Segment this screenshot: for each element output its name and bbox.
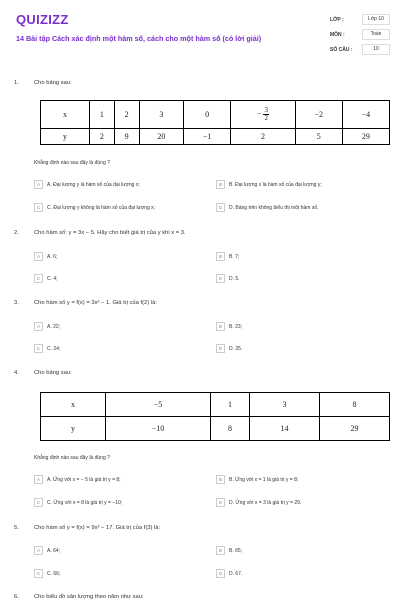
fraction-denominator: 2 [264,114,268,122]
table-cell: −2 [295,101,342,129]
question-text: Cho hàm số y = f(x) = 9x² − 17. Giá trị của f(3) là: [34,525,161,531]
option-c[interactable] [34,274,58,283]
table-cell: −1 [184,129,231,145]
option-text: D. 5. [229,275,240,282]
option-text: A. 6; [47,253,58,260]
table-cell: y [41,129,90,145]
option-text: B. Đại lượng x là hàm số của đại lượng y; [229,181,322,188]
option-key: A [34,180,43,189]
option-text: C. 4; [47,275,58,282]
table-cell: 8 [319,393,389,417]
option-text: A. 64; [47,547,61,554]
option-key: A [34,546,43,555]
option-text: C. 66; [47,570,61,577]
option-key: B [216,322,225,331]
table-cell: −10 [106,417,211,441]
quizizz-logo: QUIZIZZ [16,12,69,27]
option-text: A. Ứng với x = − 5 là giá trị y = 8; [47,476,121,483]
question-number: 5. [14,525,19,531]
option-text: B. 23; [229,323,243,330]
meta-value-count: 10 [362,44,390,55]
option-key: D [216,498,225,507]
option-text: B. 7; [229,253,240,260]
question-number: 3. [14,300,19,306]
table-cell: 8 [211,417,250,441]
option-a[interactable] [34,322,60,331]
table-cell: x [41,101,90,129]
option-b[interactable] [216,252,239,261]
option-text: D. 67. [229,570,243,577]
question-number: 2. [14,230,19,236]
option-c[interactable] [34,203,155,212]
option-key: A [34,252,43,261]
table-cell: y [41,417,106,441]
table-row-x [41,393,390,417]
option-a[interactable] [34,475,121,484]
option-b[interactable] [216,322,242,331]
option-text: B. 65; [229,547,243,554]
question-text: Cho bảng sau: [34,80,72,86]
question-number: 6. [14,594,19,600]
table-cell: 2 [114,101,139,129]
meta-label-subject: MÔN : [330,32,345,38]
option-text: C. 24; [47,345,61,352]
table-cell: x [41,393,106,417]
meta-label-count: SỐ CÂU : [330,47,353,53]
table-cell: 3 [249,393,319,417]
option-text: D. 25. [229,345,243,352]
option-key: D [216,274,225,283]
question-text: Cho hàm số: y = 3x − 5. Hãy cho biết giá trị của y khi x = 3. [34,230,186,236]
option-key: B [216,475,225,484]
table-cell: 1 [211,393,250,417]
option-a[interactable] [34,252,57,261]
option-key: A [34,475,43,484]
option-c[interactable] [34,344,60,353]
table-cell: 2 [90,129,115,145]
table-row-y [41,129,390,145]
table-cell-fraction [231,101,295,129]
option-key: C [34,344,43,353]
option-text: D. Bảng trên không biểu thị một hàm số. [229,204,319,211]
fraction-numerator: 3 [264,106,268,114]
option-key: C [34,569,43,578]
option-d[interactable] [216,569,242,578]
option-key: C [34,274,43,283]
meta-value-subject: Toán [362,29,390,40]
meta-label-class: LỚP : [330,17,344,23]
option-d[interactable] [216,344,242,353]
option-key: B [216,546,225,555]
question-number: 4. [14,370,19,376]
option-d[interactable] [216,203,319,212]
option-key: A [34,322,43,331]
table-cell: 3 [139,101,184,129]
option-d[interactable] [216,498,301,507]
option-key: D [216,569,225,578]
option-text: C. Ứng với x = 8 là giá trị y = −10; [47,499,123,506]
option-text: A. Đại lượng y là hàm số của đại lượng x; [47,181,140,188]
data-table-q1 [40,100,390,145]
option-key: B [216,180,225,189]
table-cell: −4 [342,101,389,129]
page-header [0,0,400,62]
option-a[interactable] [34,546,60,555]
table-cell: 20 [139,129,184,145]
option-text: A. 22; [47,323,61,330]
table-cell: 0 [184,101,231,129]
table-cell: 29 [342,129,389,145]
option-key: C [34,498,43,507]
option-d[interactable] [216,274,240,283]
table-cell: 29 [319,417,389,441]
option-b[interactable] [216,546,242,555]
option-a[interactable] [34,180,140,189]
option-text: B. Ứng với x = 1 là giá trị y = 8; [229,476,299,483]
question-text: Cho biểu đồ sản lượng theo năm như sau: [34,594,144,600]
option-c[interactable] [34,498,122,507]
question-prompt: Khẳng định nào sau đây là đúng ? [34,455,110,461]
minus-sign: − [256,109,262,119]
page-title: 14 Bài tập Cách xác định một hàm số, cách cho một hàm số (có lời giải) [16,34,262,43]
option-key: D [216,203,225,212]
table-cell: 2 [231,129,295,145]
table-cell: 1 [90,101,115,129]
option-key: D [216,344,225,353]
question-number: 1. [14,80,19,86]
question-prompt: Khẳng định nào sau đây là đúng ? [34,160,110,166]
option-text: C. Đại lượng y không là hàm số của đại lượng x; [47,204,156,211]
option-text: D. Ứng với x = 3 là giá trị y = 29. [229,499,302,506]
option-b[interactable] [216,180,322,189]
table-cell: 5 [295,129,342,145]
meta-value-class: Lớp 10 [362,14,390,25]
option-key: B [216,252,225,261]
data-table-q4 [40,392,390,441]
table-row-x [41,101,390,129]
table-row-y [41,417,390,441]
option-b[interactable] [216,475,298,484]
option-c[interactable] [34,569,60,578]
table-cell: 9 [114,129,139,145]
table-cell: −5 [106,393,211,417]
question-text: Cho hàm số y = f(x) = 3x² − 1. Giá trị của f(2) là: [34,300,157,306]
table-cell: 14 [249,417,319,441]
fraction [263,107,269,122]
question-text: Cho bảng sau: [34,370,72,376]
option-key: C [34,203,43,212]
